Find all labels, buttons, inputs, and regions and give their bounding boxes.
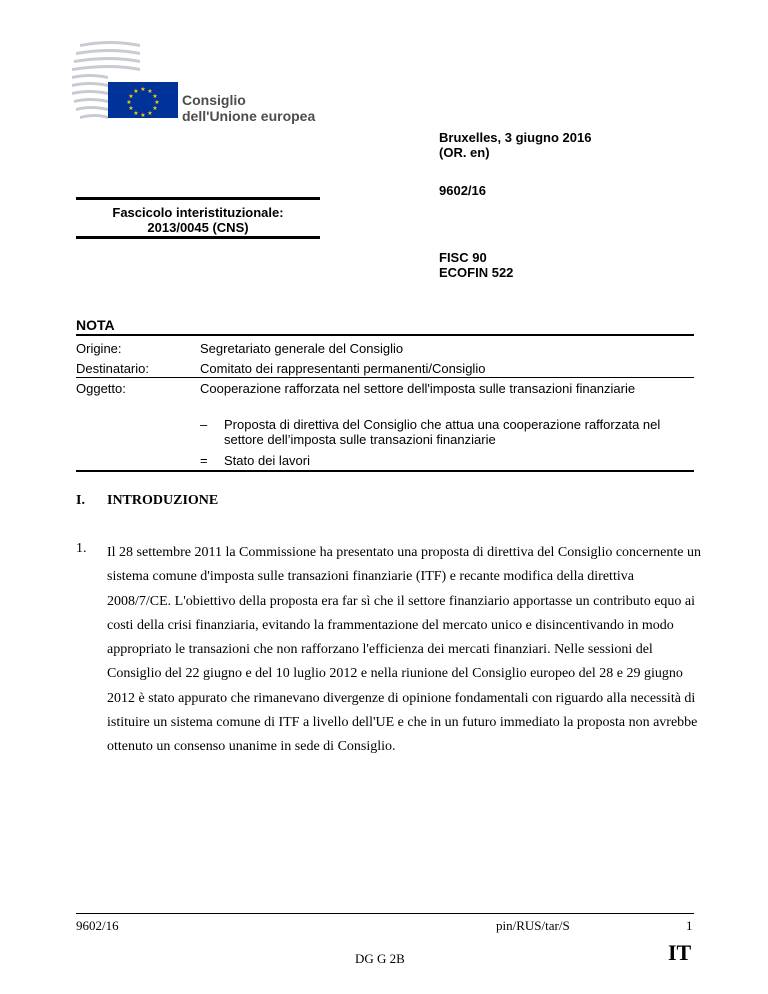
fascicolo-value: 2013/0045 (CNS): [147, 220, 249, 235]
fascicolo-top-rule: [76, 197, 320, 200]
fascicolo-block: [76, 205, 320, 235]
original-language: (OR. en): [439, 145, 490, 160]
origine-label: Origine:: [76, 341, 122, 356]
code-ecofin: ECOFIN 522: [439, 265, 514, 280]
oggetto-bullet-2: [200, 453, 694, 468]
logo-text: [182, 92, 315, 124]
svg-text:★: ★: [140, 112, 146, 119]
footer-doc-number: 9602/16: [76, 918, 119, 933]
svg-text:★: ★: [147, 88, 153, 95]
oggetto-value: Cooperazione rafforzata nel settore dell'imposta sulle transazioni finanziarie: [200, 381, 636, 396]
paragraph-number: 1.: [76, 541, 87, 556]
dash-bullet: –: [200, 417, 208, 432]
section-number: I.: [76, 493, 85, 508]
org-name-line2: dell'Unione europea: [182, 108, 316, 124]
code-fisc: FISC 90: [439, 250, 487, 265]
svg-text:★: ★: [128, 93, 134, 100]
row-divider: [76, 377, 694, 378]
svg-text:★: ★: [152, 105, 158, 112]
paragraph-text: Il 28 settembre 2011 la Commissione ha presentato una proposta di direttiva del Consiglio concernente un sistema comune d'imposta sulle transazioni finanziarie (ITF) e recante modifica della direttiva 2008/7/CE. L'obiettivo della proposta era far sì che il settore finanziario apportasse un contributo equo ai costi della crisi finanziaria, evitando la frammentazione del mercato unico e disincentivando in modo appropriato le transazioni che non rafforzano l'efficienza dei mercati finanziari. Nelle sessioni del Consiglio del 22 giugno e del 10 luglio 2012 e nella riunione del Consiglio europeo del 28 e 29 giugno 2012 è stato appurato che rimanevano divergenze di opinione fondamentali con riguardo alla necessità di istituire un sistema comune di ITF a livello dell'UE e che in un futuro immediato la proposta non avrebbe ottenuto un consenso unanime in sede di Consiglio.: [107, 545, 701, 755]
svg-text:★: ★: [126, 99, 132, 106]
svg-text:★: ★: [147, 110, 153, 117]
footer-rule: [76, 913, 694, 914]
destinatario-label: Destinatario:: [76, 361, 149, 376]
section-title: INTRODUZIONE: [107, 493, 219, 508]
bullet-1-text: Proposta di direttiva del Consiglio che attua una cooperazione rafforzata nel settore dell’imposta sulle transazioni finanziarie: [224, 417, 661, 447]
org-name-line1: Consiglio: [182, 92, 246, 108]
equals-bullet: =: [200, 453, 208, 468]
origine-value: Segretariato generale del Consiglio: [200, 341, 404, 356]
svg-text:★: ★: [133, 110, 139, 117]
destinatario-value: Comitato dei rappresentanti permanenti/Consiglio: [200, 361, 486, 376]
svg-text:★: ★: [133, 88, 139, 95]
footer-dg: DG G 2B: [355, 951, 405, 966]
oggetto-bullet-1: [200, 417, 694, 447]
fascicolo-label: Fascicolo interistituzionale:: [112, 205, 284, 220]
date-line: Bruxelles, 3 giugno 2016: [439, 130, 592, 145]
footer-reference: pin/RUS/tar/S: [496, 918, 570, 933]
table-bottom-rule: [76, 470, 694, 472]
nota-rule: [76, 334, 694, 336]
svg-text:★: ★: [152, 93, 158, 100]
nota-title: NOTA: [76, 317, 115, 333]
svg-text:★: ★: [128, 105, 134, 112]
svg-text:★: ★: [154, 99, 160, 106]
footer-page-number: 1: [686, 918, 693, 933]
oggetto-label: Oggetto:: [76, 381, 126, 396]
svg-text:★: ★: [140, 86, 146, 93]
document-number: 9602/16: [439, 183, 486, 198]
fascicolo-bottom-rule: [76, 236, 320, 239]
bullet-2-text: Stato dei lavori: [224, 453, 310, 468]
footer-language: IT: [668, 940, 692, 965]
